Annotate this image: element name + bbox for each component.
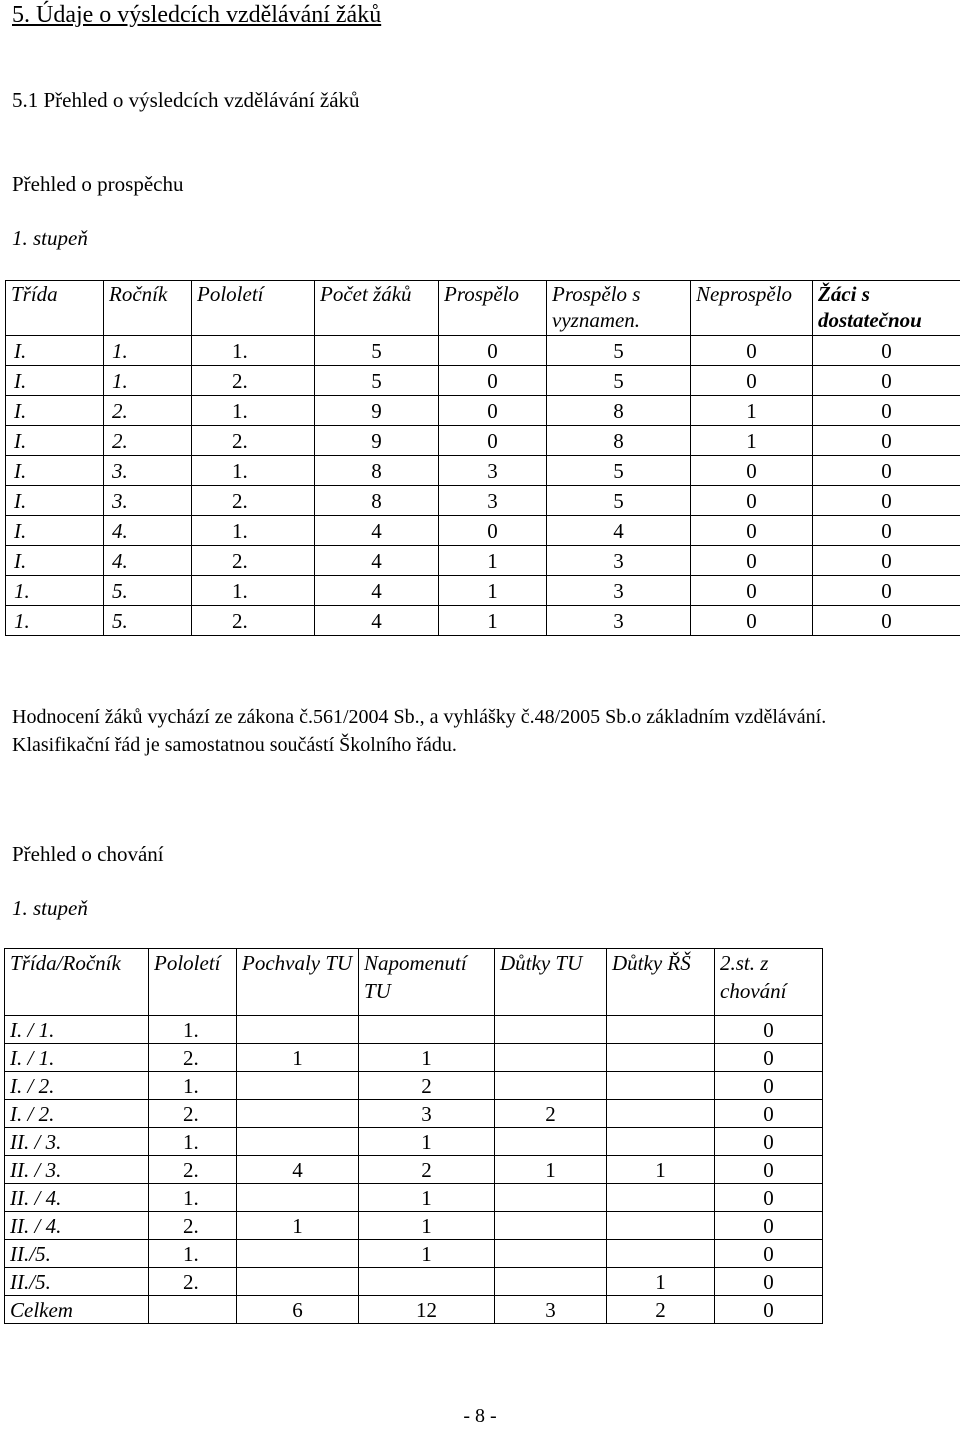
table-row: [6, 516, 960, 546]
col-header: Napomenutí TU: [359, 949, 495, 1016]
table-cell: 8: [315, 456, 439, 486]
table-cell: 2.: [149, 1100, 237, 1128]
table-cell: [607, 1044, 715, 1072]
table-cell: 12: [359, 1296, 495, 1324]
table-cell: [237, 1128, 359, 1156]
table-cell: 8: [315, 486, 439, 516]
table-cell: 3: [547, 546, 691, 576]
table-cell: 4: [315, 546, 439, 576]
table-cell: 4: [315, 516, 439, 546]
table-cell: 2: [359, 1072, 495, 1100]
table-cell: 0: [715, 1128, 823, 1156]
table-cell: 0: [439, 426, 547, 456]
table-cell: 1: [607, 1156, 715, 1184]
table-cell: 0: [715, 1268, 823, 1296]
col-header: Prospělo: [439, 281, 547, 336]
table-cell: 3: [495, 1296, 607, 1324]
table-cell: 0: [813, 396, 960, 426]
table-cell: 6: [237, 1296, 359, 1324]
prospech-stage: 1. stupeň: [12, 226, 88, 250]
table-cell: 8: [547, 426, 691, 456]
table-cell: Celkem: [5, 1296, 149, 1324]
table-cell: [495, 1016, 607, 1044]
table-cell: 0: [813, 336, 960, 366]
table-cell: 5: [547, 366, 691, 396]
col-header: Důtky ŘŠ: [607, 949, 715, 1016]
table-cell: 0: [691, 576, 813, 606]
table-cell: 4.: [104, 546, 192, 576]
table-cell: [607, 1072, 715, 1100]
col-header: Třída/Ročník: [5, 949, 149, 1016]
table-cell: II. / 3.: [5, 1156, 149, 1184]
table-cell: 0: [715, 1296, 823, 1324]
table-cell: 1.: [192, 576, 315, 606]
table-cell: 2.: [104, 396, 192, 426]
prospech-header-row: [6, 281, 960, 336]
table-cell: 0: [691, 516, 813, 546]
table-cell: 1.: [6, 576, 104, 606]
table-cell: 2.: [149, 1268, 237, 1296]
table-cell: 1.: [192, 396, 315, 426]
table-row: [6, 486, 960, 516]
table-cell: [495, 1184, 607, 1212]
table-cell: 3: [439, 456, 547, 486]
table-cell: [495, 1212, 607, 1240]
col-header: Prospělo s vyznamen.: [547, 281, 691, 336]
table-cell: 1.: [192, 336, 315, 366]
chovani-table: [4, 948, 823, 1324]
table-cell: I. / 2.: [5, 1100, 149, 1128]
table-cell: 2.: [192, 426, 315, 456]
table-cell: 2.: [192, 606, 315, 636]
table-cell: [607, 1100, 715, 1128]
table-cell: 2.: [149, 1212, 237, 1240]
section-heading: 5. Údaje o výsledcích vzdělávání žáků: [12, 2, 382, 28]
table-cell: I.: [6, 456, 104, 486]
table-cell: 1: [237, 1212, 359, 1240]
table-row: [6, 456, 960, 486]
table-cell: 0: [439, 516, 547, 546]
table-cell: II. / 4.: [5, 1212, 149, 1240]
table-cell: 8: [547, 396, 691, 426]
table-cell: 2: [607, 1296, 715, 1324]
table-cell: 4: [547, 516, 691, 546]
table-cell: 0: [813, 486, 960, 516]
table-row: [6, 576, 960, 606]
table-cell: [607, 1016, 715, 1044]
col-header: 2.st. z chování: [715, 949, 823, 1016]
col-header: Ročník: [104, 281, 192, 336]
table-cell: 0: [691, 606, 813, 636]
table-cell: 5: [547, 486, 691, 516]
col-header: Neprospělo: [691, 281, 813, 336]
table-cell: [237, 1100, 359, 1128]
table-cell: 3: [547, 576, 691, 606]
table-cell: 2.: [192, 546, 315, 576]
table-cell: II. / 4.: [5, 1184, 149, 1212]
table-row: [5, 1268, 823, 1296]
table-cell: [237, 1072, 359, 1100]
table-cell: 0: [715, 1156, 823, 1184]
table-cell: 9: [315, 396, 439, 426]
table-cell: 2: [359, 1156, 495, 1184]
table-row: [5, 1184, 823, 1212]
table-cell: [237, 1240, 359, 1268]
table-row: [5, 1044, 823, 1072]
table-cell: 1: [495, 1156, 607, 1184]
table-cell: 0: [715, 1016, 823, 1044]
col-header: Počet žáků: [315, 281, 439, 336]
col-header: Třída: [6, 281, 104, 336]
table-cell: I. / 1.: [5, 1016, 149, 1044]
prospech-title: Přehled o prospěchu: [12, 172, 184, 196]
table-cell: 1.: [149, 1072, 237, 1100]
table-cell: 2: [495, 1100, 607, 1128]
table-cell: 2.: [192, 366, 315, 396]
table-cell: [237, 1184, 359, 1212]
col-header: Pololetí: [149, 949, 237, 1016]
table-cell: 9: [315, 426, 439, 456]
table-cell: 0: [691, 456, 813, 486]
table-cell: 4: [315, 576, 439, 606]
table-cell: [607, 1128, 715, 1156]
table-cell: 1: [237, 1044, 359, 1072]
table-cell: I.: [6, 426, 104, 456]
table-cell: 1.: [149, 1184, 237, 1212]
table-cell: 1: [359, 1128, 495, 1156]
table-cell: [237, 1016, 359, 1044]
table-row: [6, 426, 960, 456]
table-row: [5, 1212, 823, 1240]
table-cell: 1: [439, 576, 547, 606]
table-row: [5, 1016, 823, 1044]
table-cell: 2.: [149, 1044, 237, 1072]
table-cell: 0: [813, 606, 960, 636]
evaluation-note: Hodnocení žáků vychází ze zákona č.561/2004 Sb., a vyhlášky č.48/2005 Sb.o základním vzdělávání. Klasifikační řád je samostatnou součástí Školního řádu.: [12, 706, 827, 756]
table-row: [6, 336, 960, 366]
table-cell: 0: [813, 516, 960, 546]
table-cell: I. / 1.: [5, 1044, 149, 1072]
col-header: Pololetí: [192, 281, 315, 336]
table-cell: 1: [691, 396, 813, 426]
table-cell: 0: [439, 336, 547, 366]
table-cell: 0: [715, 1184, 823, 1212]
table-cell: 5: [315, 336, 439, 366]
table-cell: 1: [359, 1184, 495, 1212]
table-cell: 3: [439, 486, 547, 516]
table-cell: 1: [359, 1212, 495, 1240]
table-cell: 0: [715, 1100, 823, 1128]
table-cell: 2.: [192, 486, 315, 516]
table-cell: 5: [315, 366, 439, 396]
col-header: Pochvaly TU: [237, 949, 359, 1016]
table-cell: 1.: [192, 456, 315, 486]
table-cell: II. / 3.: [5, 1128, 149, 1156]
page-number: - 8 -: [463, 1405, 497, 1427]
table-cell: 1: [439, 546, 547, 576]
table-cell: 1.: [104, 336, 192, 366]
table-cell: 0: [691, 546, 813, 576]
table-row: [5, 1072, 823, 1100]
table-cell: 1.: [149, 1128, 237, 1156]
table-cell: [607, 1240, 715, 1268]
table-cell: 5.: [104, 606, 192, 636]
table-cell: II./5.: [5, 1268, 149, 1296]
table-cell: [495, 1072, 607, 1100]
table-cell: 0: [691, 336, 813, 366]
table-cell: [495, 1128, 607, 1156]
table-cell: 4: [237, 1156, 359, 1184]
table-cell: 1: [607, 1268, 715, 1296]
table-cell: 3.: [104, 486, 192, 516]
table-cell: 1.: [149, 1240, 237, 1268]
table-cell: I.: [6, 336, 104, 366]
table-cell: II./5.: [5, 1240, 149, 1268]
table-cell: 0: [715, 1044, 823, 1072]
prospech-table: [5, 280, 960, 636]
table-cell: 1.: [6, 606, 104, 636]
table-cell: I.: [6, 546, 104, 576]
table-cell: 0: [691, 366, 813, 396]
table-cell: I.: [6, 366, 104, 396]
table-cell: 0: [715, 1212, 823, 1240]
col-header: Důtky TU: [495, 949, 607, 1016]
table-row: [5, 1240, 823, 1268]
table-cell: I.: [6, 396, 104, 426]
table-cell: I.: [6, 486, 104, 516]
table-cell: [607, 1184, 715, 1212]
table-cell: [495, 1044, 607, 1072]
chovani-header-row: [5, 949, 823, 1016]
table-cell: 0: [813, 576, 960, 606]
table-cell: 0: [813, 366, 960, 396]
table-cell: [495, 1240, 607, 1268]
table-cell: 0: [439, 366, 547, 396]
table-cell: 1.: [104, 366, 192, 396]
table-cell: 2.: [104, 426, 192, 456]
table-row: [6, 396, 960, 426]
table-cell: 1: [439, 606, 547, 636]
table-cell: 3: [359, 1100, 495, 1128]
table-cell: [359, 1016, 495, 1044]
table-cell: 0: [813, 456, 960, 486]
table-cell: 0: [813, 426, 960, 456]
table-cell: 1.: [192, 516, 315, 546]
table-cell: 4: [315, 606, 439, 636]
table-cell: 0: [813, 546, 960, 576]
table-cell: 5.: [104, 576, 192, 606]
subsection-heading: 5.1 Přehled o výsledcích vzdělávání žáků: [12, 88, 360, 112]
table-cell: 1: [359, 1240, 495, 1268]
chovani-stage: 1. stupeň: [12, 896, 88, 920]
col-header: Žáci s dostatečnou: [813, 281, 960, 336]
table-cell: 0: [715, 1240, 823, 1268]
table-cell: 0: [715, 1072, 823, 1100]
table-cell: 1.: [149, 1016, 237, 1044]
table-row: [6, 546, 960, 576]
table-row: [6, 606, 960, 636]
table-cell: I.: [6, 516, 104, 546]
table-cell: [149, 1296, 237, 1324]
table-cell: 5: [547, 456, 691, 486]
table-cell: 2.: [149, 1156, 237, 1184]
table-row: [5, 1156, 823, 1184]
table-cell: [237, 1268, 359, 1296]
table-cell: 1: [359, 1044, 495, 1072]
chovani-title: Přehled o chování: [12, 842, 164, 866]
table-cell: [495, 1268, 607, 1296]
table-cell: 4.: [104, 516, 192, 546]
table-cell: [359, 1268, 495, 1296]
table-cell: [607, 1212, 715, 1240]
table-cell: 3: [547, 606, 691, 636]
table-cell: 0: [439, 396, 547, 426]
table-cell: 5: [547, 336, 691, 366]
table-row: [5, 1128, 823, 1156]
table-cell: 0: [691, 486, 813, 516]
table-row: [5, 1296, 823, 1324]
table-cell: 3.: [104, 456, 192, 486]
table-cell: 1: [691, 426, 813, 456]
table-row: [5, 1100, 823, 1128]
table-cell: I. / 2.: [5, 1072, 149, 1100]
table-row: [6, 366, 960, 396]
